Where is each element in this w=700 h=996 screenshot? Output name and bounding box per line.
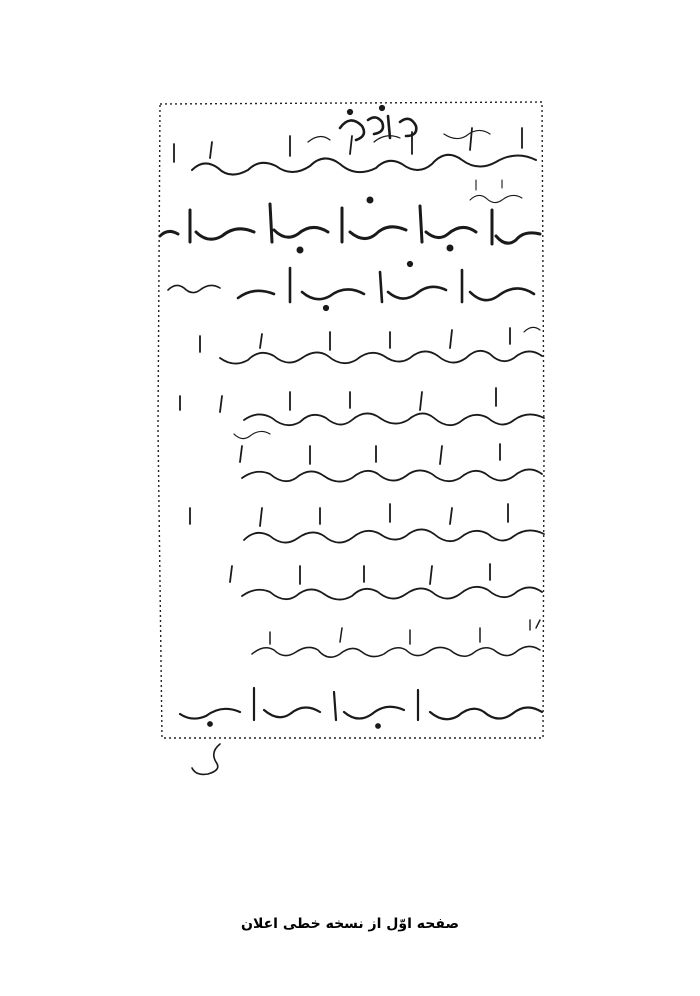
page-caption: صفحه اوّل از نسخه خطی اعلان — [241, 916, 459, 932]
manuscript-line-5 — [180, 388, 544, 439]
manuscript-line-7 — [190, 504, 544, 543]
manuscript-line-10 — [180, 688, 542, 728]
manuscript-heading — [340, 106, 416, 140]
handwritten-manuscript-page — [150, 98, 550, 798]
manuscript-line-6 — [240, 444, 542, 482]
manuscript-line-9 — [252, 620, 540, 657]
manuscript-line-8 — [230, 564, 542, 600]
manuscript-line-4 — [200, 327, 542, 363]
manuscript-scribble — [192, 744, 220, 774]
manuscript-interlinear-note — [470, 180, 522, 203]
manuscript-line-2 — [160, 198, 540, 252]
manuscript-line-3 — [168, 262, 534, 310]
manuscript-line-1 — [174, 128, 536, 175]
manuscript-image — [150, 98, 550, 798]
